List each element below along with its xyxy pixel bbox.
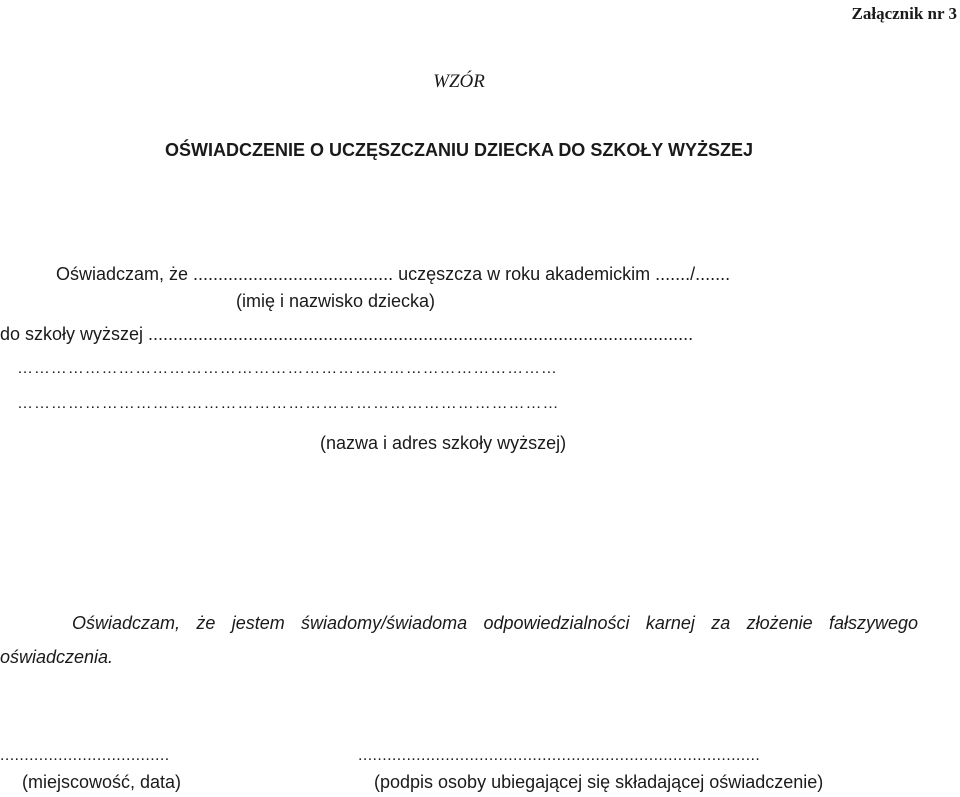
liability-statement: Oświadczam, że jestem świadomy/świadoma odpowiedzialności karnej za złożenie fałszywego oświadczenia. (0, 613, 918, 667)
school-dots-line-1: …………………………………………………………………………………… (17, 360, 558, 377)
child-attendance-line: Oświadczam, że ........................................ uczęszcza w roku akademickim ......./....... (56, 264, 731, 284)
school-dots-line-2: …………………………………………………………………………………… (17, 395, 560, 412)
signature-caption: (podpis osoby ubiegającej się składającej oświadczenie) (374, 772, 824, 792)
place-date-dots: ................................... (0, 747, 170, 764)
annex-label: Załącznik nr 3 (851, 4, 957, 23)
template-label: WZÓR (433, 71, 485, 92)
school-name-caption: (nazwa i adres szkoły wyższej) (320, 433, 567, 453)
child-name-caption: (imię i nazwisko dziecka) (236, 291, 436, 311)
signature-dots: ................................................................................... (358, 747, 761, 764)
place-date-caption: (miejscowość, data) (22, 772, 182, 792)
school-line: do szkoły wyższej ............................................................................................................. (0, 324, 694, 344)
document-title: OŚWIADCZENIE O UCZĘSZCZANIU DZIECKA DO SZKOŁY WYŻSZEJ (164, 140, 753, 160)
